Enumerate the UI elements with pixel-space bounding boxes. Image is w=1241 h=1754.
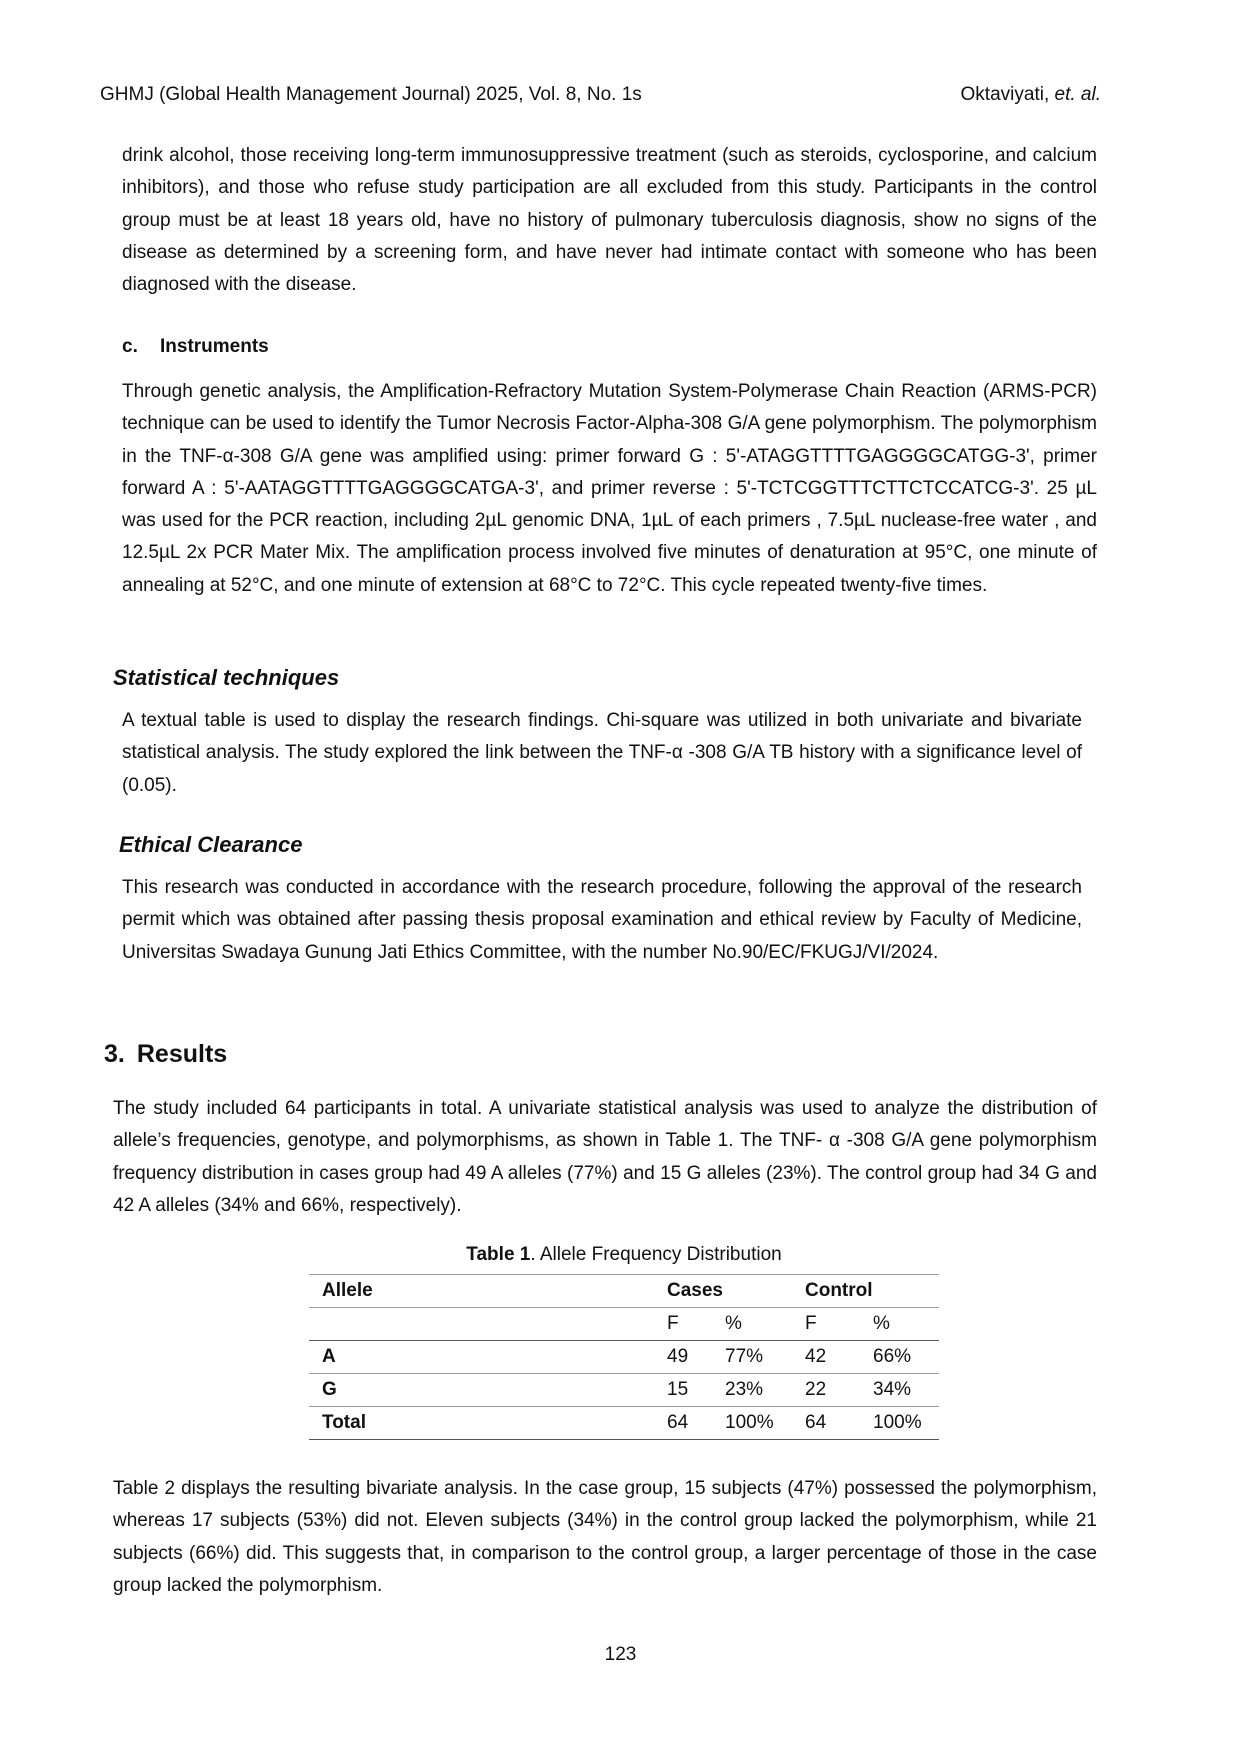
cell-cases-f: 64 — [654, 1407, 712, 1440]
subheading-instruments — [122, 336, 269, 358]
heading-ethical-clearance: Ethical Clearance — [119, 832, 303, 857]
table-row — [309, 1374, 939, 1407]
cell-cases-f: 49 — [654, 1341, 712, 1374]
table-total-row — [309, 1407, 939, 1440]
page-number: 123 — [604, 1644, 637, 1665]
heading-number: 3. — [104, 1040, 125, 1068]
sub-control-pct: % — [860, 1308, 939, 1341]
sub-control-f: F — [792, 1308, 860, 1341]
cell-cases-pct: 100% — [712, 1407, 792, 1440]
sub-cases-f: F — [654, 1308, 712, 1341]
table1-caption-label: Table 1 — [466, 1244, 531, 1265]
subheader-empty — [309, 1308, 654, 1341]
col-allele: Allele — [309, 1275, 654, 1308]
cell-control-pct: 66% — [860, 1341, 939, 1374]
heading-results — [104, 1040, 227, 1069]
author-etal: et. al. — [1054, 84, 1101, 105]
table1-caption-text: . Allele Frequency Distribution — [530, 1244, 782, 1265]
heading-statistical-techniques: Statistical techniques — [113, 665, 340, 690]
col-control: Control — [792, 1275, 939, 1308]
sub-cases-pct: % — [712, 1308, 792, 1341]
cell-allele: Total — [309, 1407, 654, 1440]
cell-cases-pct: 77% — [712, 1341, 792, 1374]
subheading-title: Instruments — [160, 336, 269, 357]
running-header-journal: GHMJ (Global Health Management Journal) 2025, Vol. 8, No. 1s — [100, 84, 642, 105]
running-header-author — [961, 84, 1101, 106]
cell-control-pct: 34% — [860, 1374, 939, 1407]
heading-title: Results — [136, 1040, 228, 1068]
cell-cases-f: 15 — [654, 1374, 712, 1407]
paragraph-ethical: This research was conducted in accordance with the research procedure, following the approval of the research permit which was obtained after passing thesis proposal examination and ethical review by Faculty of Medicine, Universitas Swadaya Gunung Jati Ethics Committee, with the number No.90/EC/FKUGJ/VI/2024. — [122, 877, 1082, 963]
cell-control-pct: 100% — [860, 1407, 939, 1440]
cell-allele: A — [309, 1341, 654, 1374]
table-header-row — [309, 1275, 939, 1308]
author-name: Oktaviyati, — [960, 84, 1050, 105]
paragraph-statistical: A textual table is used to display the research findings. Chi-square was utilized in both univariate and bivariate statistical analysis. The study explored the link between the TNF-α -308 G/A TB history with a significance level of (0.05). — [122, 710, 1082, 796]
cell-cases-pct: 23% — [712, 1374, 792, 1407]
col-cases: Cases — [654, 1275, 792, 1308]
cell-control-f: 22 — [792, 1374, 860, 1407]
table-subheader-row — [309, 1308, 939, 1341]
paragraph-instruments: Through genetic analysis, the Amplification-Refractory Mutation System-Polymerase Chain Reaction (ARMS-PCR) technique can be used to identify the Tumor Necrosis Factor-Alpha-308 G/A gene polymorphism. The polymorphism in the TNF-α-308 G/A gene was amplified using: primer forward G : 5'-ATAGGTTTTGAGGGGCATGG-3', primer forward A : 5'-AATAGGTTTTGAGGGGCATGA-3', and primer reverse : 5'-TCTCGGTTTCTTCTCCATCG-3'. 25 µL was used for the PCR reaction, including 2µL genomic DNA, 1µL of each primers , 7.5µL nuclease-free water , and 12.5µL 2x PCR Mater Mix. The amplification process involved five minutes of denaturation at 95°C, one minute of annealing at 52°C, and one minute of extension at 68°C to 72°C. This cycle repeated twenty-five times. — [122, 381, 1097, 596]
cell-control-f: 64 — [792, 1407, 860, 1440]
paragraph-results: The study included 64 participants in total. A univariate statistical analysis was used to analyze the distribution of allele’s frequencies, genotype, and polymorphisms, as shown in Table 1. The TNF- α -308 G/A gene polymorphism frequency distribution in cases group had 49 A alleles (77%) and 15 G alleles (23%). The control group had 34 G and 42 A alleles (34% and 66%, respectively). — [113, 1098, 1097, 1216]
cell-allele: G — [309, 1374, 654, 1407]
paragraph-exclusion-criteria: drink alcohol, those receiving long-term immunosuppressive treatment (such as steroids, cyclosporine, and calcium inhibitors), and those who refuse study participation are all excluded from this study. Participants in the control group must be at least 18 years old, have no history of pulmonary tuberculosis diagnosis, show no signs of the disease as determined by a screening form, and have never had intimate contact with someone who has been diagnosed with the disease. — [122, 145, 1097, 296]
paragraph-table2-summary: Table 2 displays the resulting bivariate analysis. In the case group, 15 subjects (47%) possessed the polymorphism, whereas 17 subjects (53%) did not. Eleven subjects (34%) in the control group lacked the polymorphism, while 21 subjects (66%) did. This suggests that, in comparison to the control group, a larger percentage of those in the case group lacked the polymorphism. — [113, 1478, 1097, 1596]
subheading-label: c. — [122, 336, 138, 357]
allele-frequency-table — [309, 1274, 939, 1440]
table-row — [309, 1341, 939, 1374]
cell-control-f: 42 — [792, 1341, 860, 1374]
table1-caption — [309, 1244, 939, 1266]
